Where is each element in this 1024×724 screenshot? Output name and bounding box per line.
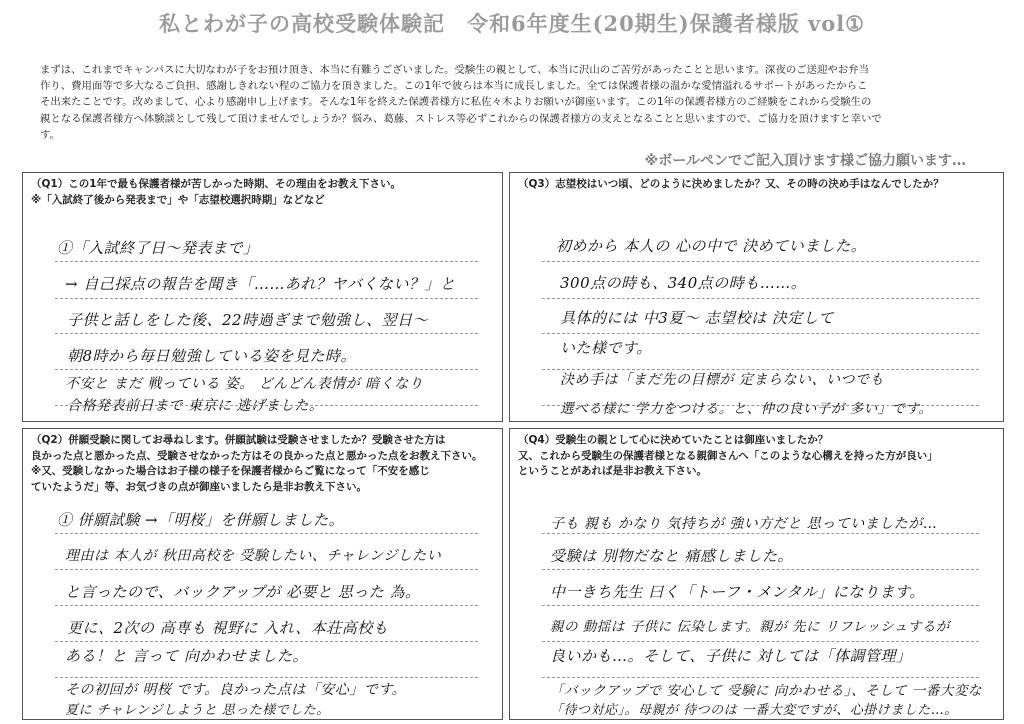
q1-question-line: （Q1）この1年で最も保護者様が苦しかった時期、その理由をお教え下さい。 [31, 178, 402, 190]
q2-question-line: （Q2）併願受験に関してお尋ねします。併願試験は受験させましたか？受験させた方は [31, 434, 446, 446]
answer-line [542, 605, 979, 606]
answer-line [542, 333, 979, 334]
q3-answer-line: 300点の時も、340点の時も……。 [560, 274, 807, 292]
intro-text [40, 62, 975, 143]
intro-line: す。 [40, 128, 60, 141]
q2-answer-line: と言ったので、バックアップが 必要と 思った 為。 [65, 583, 421, 601]
q2-question-line: 良かった点と悪かった点、受験させなかった方はその良かった点と悪かった点をお教え下さい。 [31, 449, 483, 462]
answer-line [55, 569, 478, 570]
q4-question-line: ということがあれば是非お教え下さい。 [518, 465, 707, 477]
q4-answer-line: 受験は 別物だなと 痛感しました。 [550, 547, 794, 565]
q2-question-line: ※又、受験しなかった場合はお子様の様子を保護者様からご覧になって「不安を感じ [31, 465, 430, 477]
answer-line [542, 641, 979, 642]
q2-box [22, 428, 503, 720]
q1-answer-line: → 自己採点の報告を聞き「……あれ？ヤバくない？」と [65, 275, 456, 293]
q1-question-line: ※「入試終了後から発表まで」や「志望校選択時期」などなど [31, 193, 325, 206]
intro-line: まずは、これまでキャンパスに大切なわが子をお預け頂き、本当に有難うございました。受験生の親として、本当に沢山のご苦労があったことと思います。深夜のご送迎やお弁当 [40, 64, 869, 76]
q2-answer-line: 更に、2次の 高専も 視野に 入れ、本荘高校も [67, 619, 389, 637]
q2-answer-line: その初回が 明桜 です。良かった点は「安心」です。 [65, 682, 407, 698]
q1-answer-line: 合格発表前日まで 東京に 逃げました。 [67, 398, 324, 414]
answer-line [55, 333, 478, 334]
q2-answer-line: 理由は 本人が 秋田高校を 受験したい、チャレンジしたい [65, 548, 442, 564]
answer-line [55, 677, 478, 678]
q3-answer-line: 具体的には 中3夏～ 志望校は 決定して [560, 309, 834, 327]
q2-answer-line: ある！と 言って 向かわせました。 [65, 647, 309, 665]
q3-answer-line: いた様です。 [560, 339, 652, 357]
q4-question-line: （Q4）受験生の親として心に決めていたことは御座いましたか？ [518, 434, 829, 446]
q1-box [22, 172, 503, 422]
intro-line: 親となる保護者様方へ体験談として残して頂けませんでしょうか？悩み、葛藤、ストレス等必ずこれからの保護者様方の支えとなることと思いますので、ご協力を頂けますと幸いで [40, 112, 882, 125]
q4-answer-line: 子も 親も かなり 気持ちが 強い方だと 思っていましたが… [550, 516, 938, 532]
q1-answer-line: 不安と まだ 戦っている 姿。 どんどん表情が 暗くなり [65, 376, 424, 392]
answer-line [542, 677, 979, 678]
answer-line [542, 533, 979, 534]
page-title: 私とわが子の高校受験体験記 令和6年度生(20期生)保護者様版 vol① [158, 11, 866, 36]
answer-line [55, 605, 478, 606]
q1-answer-line: 朝8時から毎日勉強している姿を見た時。 [67, 347, 357, 365]
q3-answer-line: 決め手は「まだ先の目標が 定まらない、いつでも [560, 372, 884, 388]
q2-answer-area [55, 429, 478, 719]
q4-question-line: 又、これから受験生の保護者様となる親御さんへ「このような心構えを持った方が良い」 [518, 449, 938, 462]
answer-line [542, 298, 979, 299]
intro-line: そ出来たことです。改めまして、心より感謝申し上げます。そんな1年を終えた保護者様方に私佐々木よりお願いが御座います。この1年の保護者様方のご経験をこれから受験生の [40, 96, 872, 109]
q4-answer-line: 親の 動揺は 子供に 伝染します。親が 先に リフレッシュするが [550, 619, 950, 635]
q4-answer-line: 「バックアップで 安心して 受験に 向かわせる」、そして 一番大変な [550, 683, 982, 699]
answer-line [55, 298, 478, 299]
q1-answer-line: ①「入試終了日～発表まで」 [57, 239, 259, 257]
answer-line [55, 641, 478, 642]
q2-question-line: ていたようだ」等、お気づきの点が御座いましたら是非お教え下さい。 [31, 480, 367, 493]
answer-line [55, 261, 478, 262]
q1-answer-area [55, 173, 478, 421]
answer-line [542, 569, 979, 570]
answer-line [55, 369, 478, 370]
q3-box [509, 172, 1004, 422]
q2-answer-line: ① 併願試験 →「明桜」を併願しました。 [57, 511, 345, 529]
q4-answer-area [542, 429, 982, 719]
ballpoint-notice: ※ボールペンでご記入頂けます様ご協力願います… [644, 153, 966, 169]
q4-box [509, 428, 1004, 720]
q4-answer-line: 「待つ対応」。母親が 待つのは 一番大変ですが、心掛けました…。 [550, 703, 958, 718]
q3-answer-line: 初めから 本人の 心の中で 決めていました。 [556, 237, 867, 255]
q3-answer-line: 選べる様に 学力をつける。と、仲の良い子が 多い」です。 [560, 401, 933, 417]
q4-answer-line: 中一きち先生 曰く「トーフ・メンタル」になります。 [550, 583, 925, 601]
q4-answer-line: 良いかも…。そして、子供に 対しては「体調管理」 [550, 647, 912, 665]
answer-line [55, 533, 478, 534]
q1-answer-line: 子供と話しをした後、22時過ぎまで勉強し、翌日～ [67, 311, 429, 329]
q3-answer-area [542, 173, 979, 421]
q2-answer-line: 夏に チャレンジしようと 思った様でした。 [65, 703, 330, 718]
q3-question-line: （Q3）志望校はいつ頃、どのように決めましたか？又、その時の決め手はなんでしたか？ [518, 178, 944, 190]
intro-line: 作り、費用面等で多大なるご負担、感謝しきれない程のご協力を頂きました。この1年で彼らは本当に成長しました。全ては保護者様の温かな愛情溢れるサポートがあったからこ [40, 80, 868, 93]
answer-line [542, 261, 979, 262]
